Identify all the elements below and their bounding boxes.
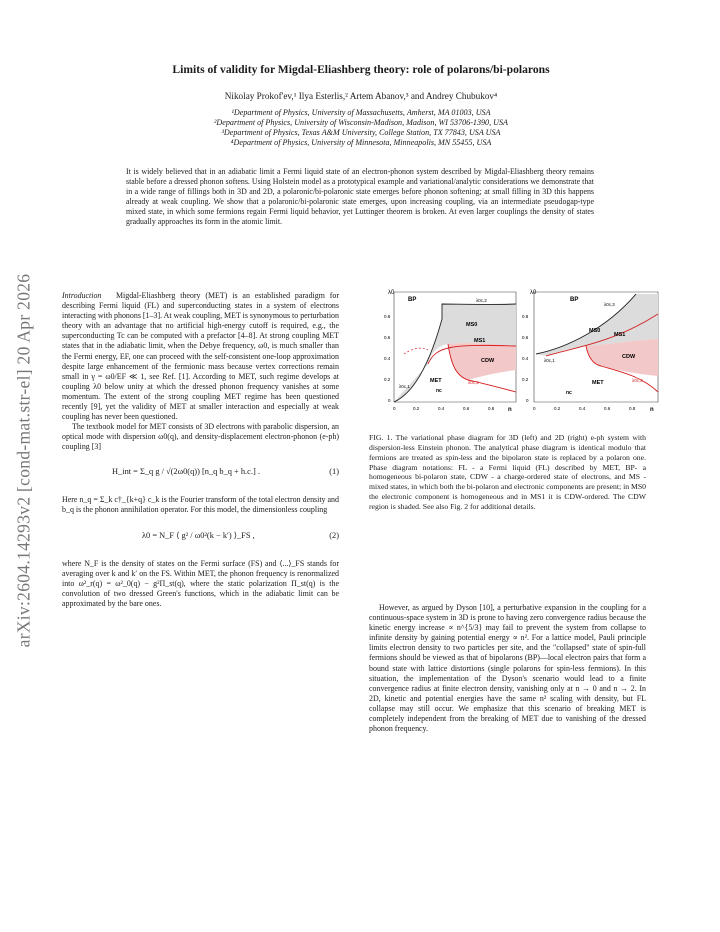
coupling-paragraph: Here n_q = Σ_k c†_{k+q} c_k is the Fourier transform of the total electron density and b_q is the phonon annihilation operator. For this model, the dimensionless coupling (62, 494, 339, 514)
left-ytick-0: 0 (388, 398, 391, 403)
right-curve-label-1: λ0c,3 (604, 302, 615, 307)
right-region-ms1: MS1 (614, 332, 626, 338)
equation-1-number: (1) (329, 466, 339, 476)
equation-1 (62, 457, 339, 491)
left-ytick-0.4: 0.4 (384, 356, 391, 361)
right-panel (522, 290, 658, 413)
right-region-cdw: CDW (622, 354, 636, 360)
left-region-cdw: CDW (481, 358, 495, 364)
equation-1-body: H_int = Σ_q g / √(2ω0(q)) [n_q b_q + h.c.] . (112, 466, 260, 476)
right-nc-label: nc (566, 390, 572, 396)
model-paragraph: The textbook model for MET consists of 3D electrons with parabolic dispersion, an optical mode with dispersion ω0(q), and density-displacement electron-phonon (e-ph) coupling [3] (62, 422, 339, 452)
left-xtick-0.6: 0.6 (463, 406, 470, 411)
left-ytick-0.2: 0.2 (384, 377, 391, 382)
right-region-bp: BP (570, 297, 579, 303)
right-xtick-0.4: 0.4 (579, 406, 586, 411)
equation-2 (62, 519, 339, 555)
polarization-paragraph: where N_F is the density of states on the Fermi surface (FS) and ⟨...⟩_FS stands for averaging over k and k′ on the FS. Within MET, the phonon frequency is renormalized into ω²_r(q) = ω²_0(q) − g²Π_st(q), where the static polarization Π_st(q) is the convolution of two dressed Green's functions, which in the adiabatic limit can be approximated by the bare ones. (62, 558, 339, 609)
phase-diagram-svg (376, 284, 668, 424)
right-xtick-0.2: 0.2 (554, 406, 561, 411)
author-list: Nikolay Prokof'ev,¹ Ilya Esterlis,² Artem Abanov,³ and Andrey Chubukov⁴ (224, 91, 498, 101)
left-nc-label: nc (436, 388, 442, 394)
right-x-axis-label: n (650, 407, 654, 413)
intro-heading: Introduction (62, 291, 102, 300)
left-curve-label-2: λ0c,1 (399, 384, 410, 389)
left-region-bp: BP (408, 297, 417, 303)
paper-title: Limits of validity for Migdal-Eliashberg theory: role of polarons/bi-polarons (172, 63, 550, 76)
figure-1 (376, 284, 668, 424)
arxiv-identifier: arXiv:2604.14293v2 [cond-mat.str-el] 20 Apr 2026 (13, 273, 34, 647)
right-region-ms0: MS0 (589, 328, 601, 334)
equation-2-body: λ0 = N_F ⟨ g² / ω0²(k − k′) ⟩_FS , (142, 530, 255, 540)
intro-paragraph (62, 291, 339, 422)
left-x-axis-label: n (508, 407, 512, 413)
right-ytick-0: 0 (526, 398, 529, 403)
left-panel (384, 290, 516, 413)
right-curve-label-3: λ0c,2 (632, 378, 643, 383)
affiliation-2: ²Department of Physics, University of Wisconsin-Madison, Madison, WI 53706-1390, USA (214, 118, 508, 127)
left-axis-label: λ0 (388, 290, 395, 296)
left-xtick-0.4: 0.4 (438, 406, 445, 411)
left-curve-dashed (404, 348, 428, 354)
left-curve-label-1: λ0c,2 (476, 298, 487, 303)
right-column (369, 603, 646, 734)
right-xtick-0: 0 (533, 406, 536, 411)
left-ytick-0.6: 0.6 (384, 335, 391, 340)
left-xtick-0: 0 (393, 406, 396, 411)
right-xtick-0.6: 0.6 (604, 406, 611, 411)
right-ytick-0.8: 0.8 (522, 314, 529, 319)
left-region-ms0: MS0 (466, 322, 478, 328)
arxiv-sidebar (4, 230, 44, 690)
equation-2-number: (2) (329, 530, 339, 540)
affiliation-3: ³Department of Physics, Texas A&M University, College Station, TX 77843, USA USA (221, 128, 501, 137)
affiliation-4: ⁴Department of Physics, University of Minnesota, Minneapolis, MN 55455, USA (230, 138, 492, 147)
left-column (62, 291, 339, 609)
figure-caption: FIG. 1. The variational phase diagram for 3D (left) and 2D (right) e-ph system with dispersion-less Einstein phonon. The analytical phase diagram is identical modulo that fermions are treated as spin-less and the bipolaron state is replaced by a polaron one. Phase diagram notations: FL - a Fermi liquid (FL) described by MET, BP- a homogeneous bi-polaron state, CDW - a charge-ordered state of electrons, and MS - mixed states, in which both the bi-polaron and electronic components are present; in MS0 the electronic component is homogeneous and in MS1 it is CDW-ordered. The CDW region is shaded. See also Fig. 2 for additional details. (369, 433, 646, 511)
left-xtick-0.8: 0.8 (488, 406, 495, 411)
left-region-ms1: MS1 (474, 338, 486, 344)
right-ytick-0.2: 0.2 (522, 377, 529, 382)
right-region-met: MET (592, 380, 604, 386)
left-curve-label-3: λ0c,2 (468, 380, 479, 385)
affiliations (60, 108, 662, 148)
intro-text: Migdal-Eliashberg theory (MET) is an established paradigm for describing Fermi liquid (FL) and superconducting states in a system of electrons interacting with phonons [1–3]. At weak coupling, MET is synonymous to perturbation theory with an advantage that no artificial high-energy cutoff is required, e.g., the superconducting Tc can be computed with a prefactor [4–8]. At strong coupling MET states that in the adiabatic limit, when the Debye frequency, ω0, is much smaller than the Fermi energy, EF, one can proceed with the self-consistent one-loop approximation despite large enhancement of the fermionic mass because vertex corrections remain small in γ = ω0/EF ≪ 1, see Ref. [1]. According to MET, such regime develops at coupling λ0 below unity at which the dressed phonon frequency vanishes at some momentum. The extent of the strong coupling MET regime has been questioned recently [9], yet the validity of MET at smaller interaction and especially at weak coupling has never been questioned. (62, 291, 339, 422)
dyson-paragraph: However, as argued by Dyson [10], a perturbative expansion in the coupling for a continuous-space system in 3D is prone to having zero convergence radius because the kinetic energy increase ∝ n^{5/3} may fail to prevent the system from collapse to infinite density by gaining potential energy ∝ n². For a lattice model, Pauli principle limits electron density to two particles per site, and the "collapsed" state of spin-full fermions should be viewed as that of bipolarons (BP)—local electron pairs that form a bound state with lattice distortions (single polarons for spin-less fermions). In this situation, the implementation of the Dyson's scenario would lead to a finite convergence radius at finite electron density, vanishing only at n → 0 and n → 2. In 2D, kinetic and potential energies have the same n² scaling with density, but FL collapse may still occur. We emphasize that this scenario of breaking MET is completely independent from the breaking of MET due to vanishing of the dressed phonon frequency. (369, 603, 646, 734)
left-xtick-0.2: 0.2 (413, 406, 420, 411)
left-region-met: MET (430, 378, 442, 384)
left-ytick-0.8: 0.8 (384, 314, 391, 319)
right-ytick-0.4: 0.4 (522, 356, 529, 361)
right-axis-label: λ0 (530, 290, 537, 296)
right-curve-label-2: λ0c,1 (544, 358, 555, 363)
abstract: It is widely believed that in an adiabatic limit a Fermi liquid state of an electron-phonon system described by Migdal-Eliashberg theory remains stable before a dressed phonon softens. Using Holstein model as a prototypical example and variational/analytic considerations we demonstrate that in a wide range of fillings both in 3D and 2D, a polaronic/bi-polaronic state emerges before phonon softening; at small filling in 3D this happens already at weak coupling. We show that a polaronic/bi-polaronic state emerges, upon increasing coupling, via an intermediate pseudogap-type mixed state, in which some fermions regain Fermi liquid behavior, yet Luttinger theorem is broken. At even larger couplings the density of states gradually approaches its form in the atomic limit. (126, 167, 594, 227)
affiliation-1: ¹Department of Physics, University of Massachusetts, Amherst, MA 01003, USA (231, 108, 491, 117)
right-xtick-0.8: 0.8 (629, 406, 636, 411)
right-ytick-0.6: 0.6 (522, 335, 529, 340)
